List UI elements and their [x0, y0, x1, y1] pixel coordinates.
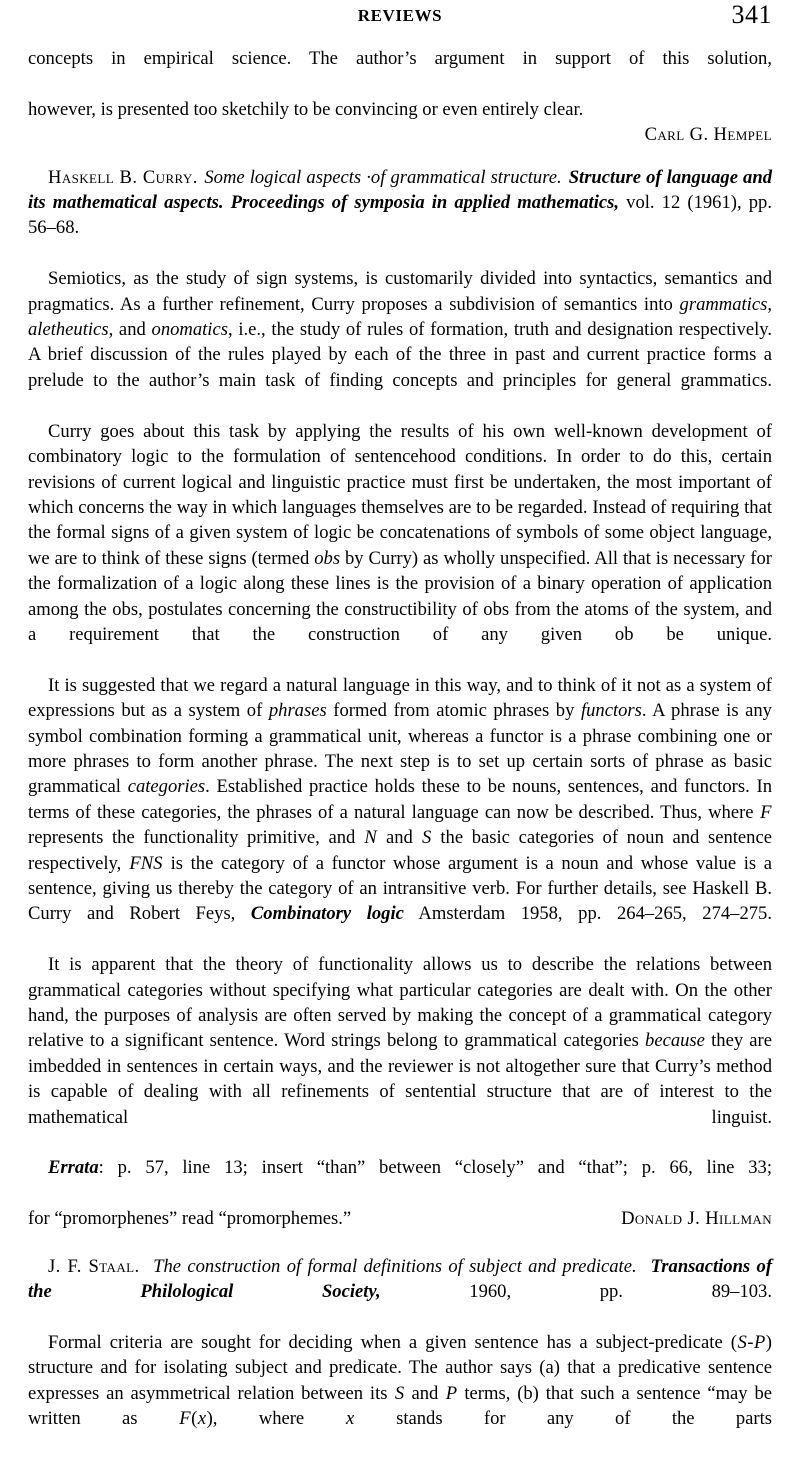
page-number: 341 [731, 0, 772, 29]
review-source-title-staal: Transactions of the Philological Society, [28, 1255, 773, 1303]
text-run: because [645, 1030, 705, 1052]
rich-text [28, 421, 772, 645]
paragraph-continuation-end [28, 97, 772, 122]
review-paragraph [28, 419, 772, 673]
text-run: S [421, 827, 432, 849]
text-run: and [404, 1382, 446, 1404]
rich-text [28, 268, 772, 391]
text-run: onomatics [151, 319, 228, 341]
text-run: ( [191, 1408, 198, 1430]
reviewer-signature-hempel [28, 122, 772, 147]
text-run: aletheutics [28, 319, 109, 341]
text-run: It is suggested that we regard a natural language in this way, and to think of it not as a system of expressions but as a system of [28, 674, 772, 722]
errata-label: Errata [48, 1157, 99, 1179]
review-heading-curry [28, 165, 772, 267]
review-paragraph [28, 1330, 772, 1457]
text-run: grammatics [679, 293, 768, 315]
text-run: FNS [129, 852, 163, 874]
text-run: P [445, 1382, 458, 1404]
review-heading-staal [28, 1254, 772, 1330]
text-run: by Curry) as wholly unspecified. All that is necessary for the formalization of a logic along these lines is the provision of a binary operation of application among the obs, postulates concerning the constructibility of obs from the atoms of the system, and a requirement that the construction of any given ob be unique. [28, 547, 772, 645]
review-article-title-curry: Some logical aspects ·of grammatical structure. [204, 166, 562, 188]
running-head-title: REVIEWS [357, 6, 443, 25]
text-run: N [364, 827, 377, 849]
text-run: . Established practice holds these to be nouns, sentences, and functors. In terms of these categories, the phrases of a natural language can now be described. Thus, where [28, 776, 772, 823]
text-run: the basic categories of noun and sentence respectively, [28, 827, 772, 874]
review-source-title-curry: Structure of language and its mathematical aspects. Proceedings of symposia in applied mathematics, [28, 166, 772, 214]
text-run: F [760, 801, 772, 823]
text-run: , [767, 293, 772, 315]
text-run: - [747, 1331, 754, 1353]
text-run: P [753, 1331, 766, 1353]
rich-text [28, 1332, 772, 1429]
review-paragraph [28, 673, 772, 952]
text-run: S [737, 1331, 747, 1353]
text-run: x [197, 1408, 207, 1430]
text-run: represents the functionality primitive, and [28, 827, 364, 849]
text-run: Curry goes about this task by applying the results of his own well-known development of combinatory logic to the formulation of sentencehood conditions. In order to do this, certain revisions of current logical and linguistic practice must first be undertaken, the most important of which concerns the way in which languages themselves are to be regarded. Instead of requiring that the formal signs of a given system of logic be concatenations of symbols of some object language, we are to think of these signs (termed [28, 420, 772, 569]
text-run: obs [314, 547, 341, 569]
text-run: S [394, 1382, 405, 1404]
review-paragraph [28, 952, 772, 1155]
text-run: phrases [268, 700, 327, 722]
text-run: functors [580, 700, 642, 722]
text-run: Amsterdam 1958, pp. 264–265, 274–275. [403, 903, 772, 925]
review-source-details-staal: 1960, pp. 89–103. [469, 1281, 772, 1303]
errata-label-punct: : [98, 1157, 104, 1179]
text-run: Semiotics, as the study of sign systems, is customarily divided into syntactics, semantics and pragmatics. As a further refinement, Curry proposes a subdivision of semantics into [28, 268, 772, 315]
text-run: , and [108, 319, 152, 341]
text-run: Formal criteria are sought for deciding when a given sentence has a subject-predicate ( [48, 1331, 737, 1353]
text-run: ), where [206, 1408, 346, 1430]
review-source-details-curry: vol. 12 (1961), pp. 56–68. [28, 192, 772, 239]
errata-text-b: for “promorphenes” read “promorphemes.” [28, 1208, 352, 1230]
text-column [28, 46, 772, 1457]
text-run: . A phrase is any symbol combination forming a grammatical unit, whereas a functor is a phrase combining one or more phrases to form another phrase. The next step is to set up certain sorts of phrase as basic grammatical [28, 700, 772, 798]
text-run: terms, (b) that such a sentence “may be written as [28, 1382, 772, 1430]
reviewer-name: Carl G. Hempel [644, 124, 772, 146]
paragraph-continuation [28, 46, 772, 97]
spacer [28, 1232, 772, 1254]
text-run: categories [127, 776, 206, 798]
review-paragraph [28, 266, 772, 418]
continuation-line-b: however, is presented too sketchily to be convincing or even entirely clear. [28, 98, 584, 120]
spacer [28, 148, 772, 165]
review-author-period: . [192, 166, 198, 188]
review-author-period: . [134, 1255, 140, 1277]
text-run: they are imbedded in sentences in certain ways, and the reviewer is not altogether sure that Curry’s method is capable of dealing with all refinements of sentential structure that are of interest to the mathematical linguist. [28, 1030, 772, 1128]
review-author-staal: J. F. Staal [48, 1255, 135, 1277]
text-run: Combinatory logic [250, 903, 404, 925]
text-run: F [179, 1408, 191, 1430]
text-run: is the category of a functor whose argument is a noun and whose value is a sentence, giving us thereby the category of an intransitive verb. For further details, see Haskell B. Curry and Robert Feys, [28, 852, 773, 925]
errata-line-b-with-signature [28, 1206, 772, 1231]
text-run: ) structure and for isolating subject and predicate. The author says (a) that a predicative sentence expresses an asymmetrical relation between its [28, 1331, 772, 1404]
errata-text-a: p. 57, line 13; insert “than” between “closely” and “that”; p. 66, line 33; [103, 1157, 772, 1179]
review-article-title-staal: The construction of formal definitions of subject and predicate. [153, 1255, 637, 1277]
rich-text [28, 675, 772, 925]
text-run: formed from atomic phrases by [326, 700, 581, 722]
rich-text [28, 954, 772, 1127]
review-author-curry: Haskell B. Curry [48, 166, 193, 188]
errata-line-a [28, 1155, 772, 1206]
text-run: , i.e., the study of rules of formation, truth and designation respectively. A brief discussion of the rules played by each of the three in past and current practice forms a prelude to the author’s main task of finding concepts and principles for general grammatics. [28, 319, 772, 391]
text-run: stands for any of the parts [354, 1408, 772, 1430]
reviewer-signature-hillman: Donald J. Hillman [621, 1208, 772, 1230]
running-head [28, 0, 772, 32]
text-run: It is apparent that the theory of functionality allows us to describe the relations between grammatical categories without specifying what particular categories are dealt with. On the other hand, the purposes of analysis are often served by making the concept of a grammatical category relative to a significant sentence. Word strings belong to grammatical categories [28, 954, 772, 1052]
text-run: and [377, 827, 422, 849]
continuation-line-a: concepts in empirical science. The author’s argument in support of this solution, [28, 48, 772, 69]
text-run: x [346, 1408, 355, 1430]
